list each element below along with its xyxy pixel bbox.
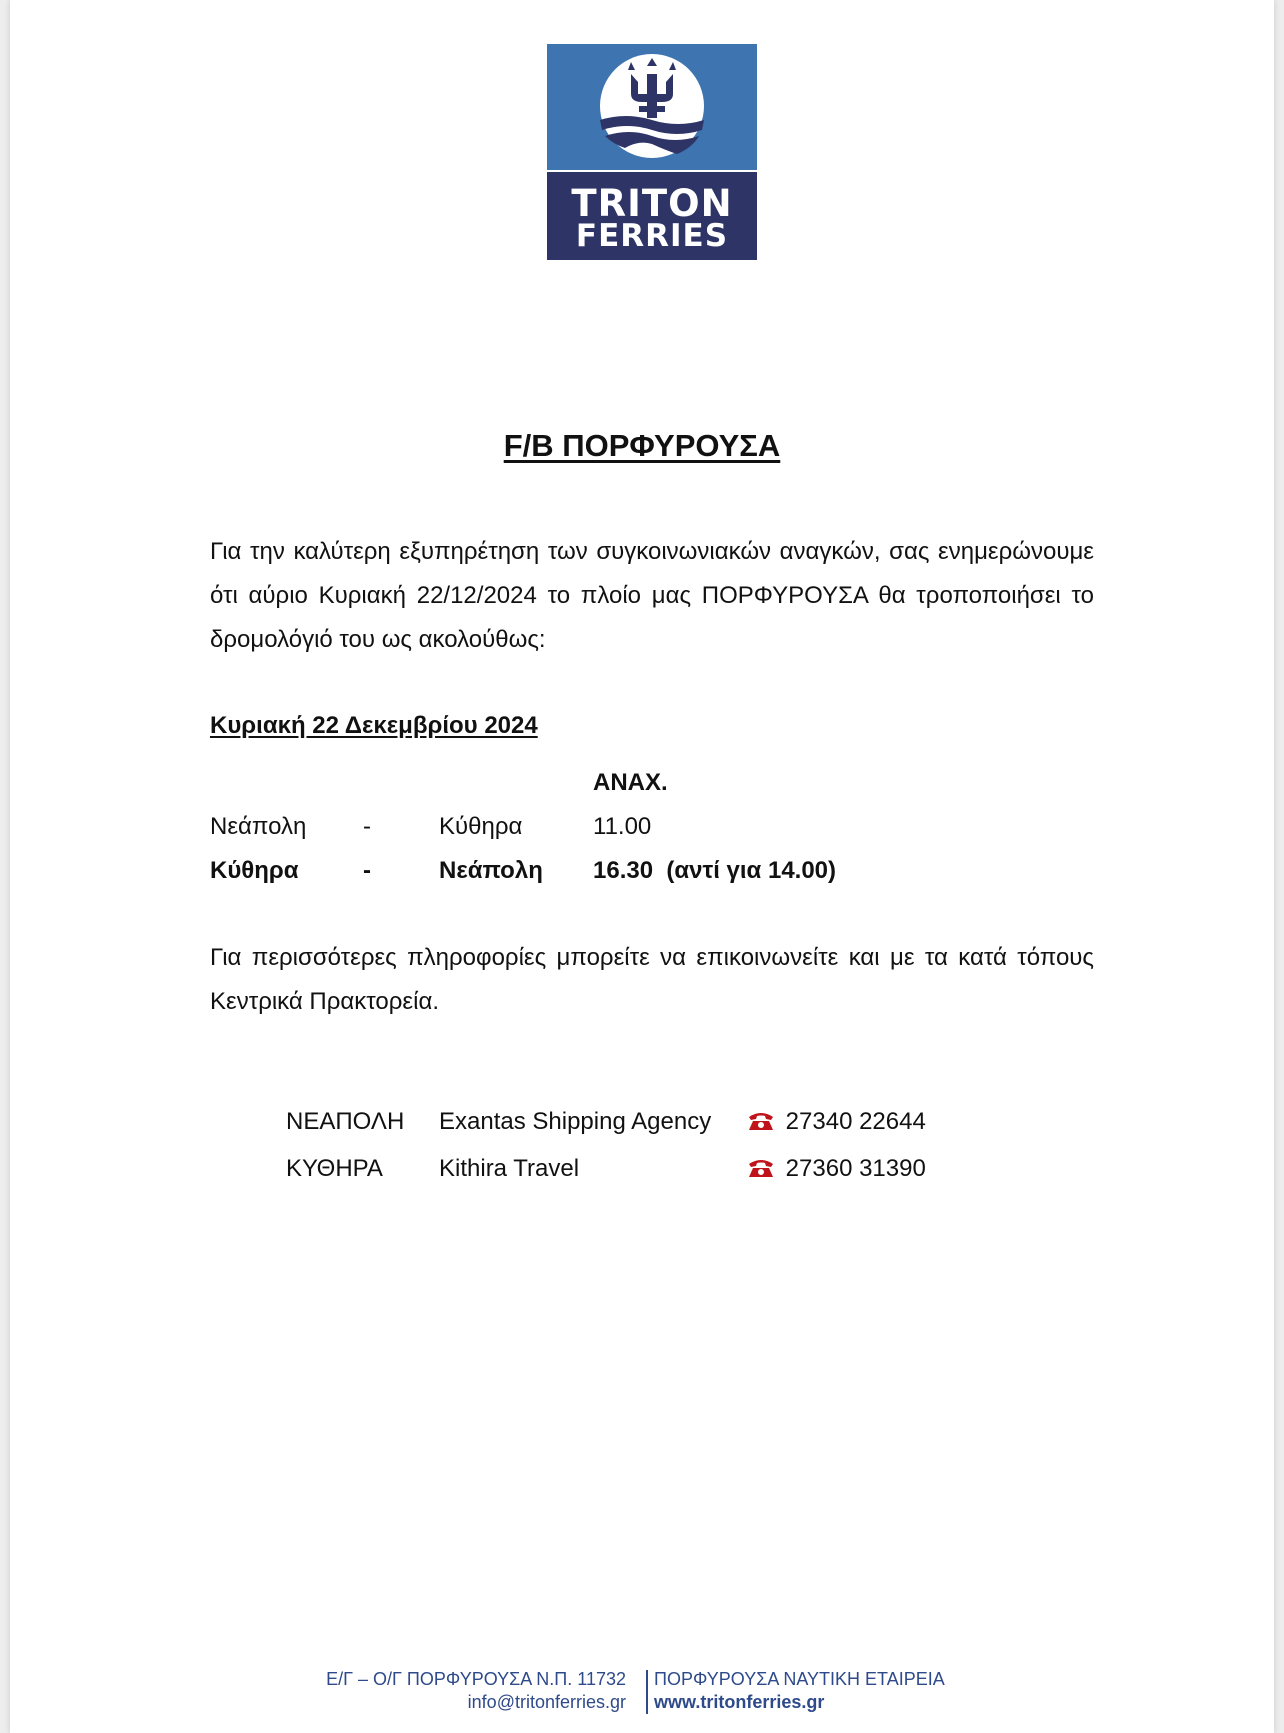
contact-paragraph: Για περισσότερες πληροφορίες μπορείτε να επικοινωνείτε και με τα κατά τόπους Κεντρικά Πρακτορεία. <box>210 944 1094 1015</box>
triton-ferries-logo <box>547 44 757 260</box>
departure-column-header: ΑΝΑΧ. <box>593 769 668 796</box>
footer-website-link[interactable]: www.tritonferries.gr <box>654 1692 825 1712</box>
footer-vessel-registration: Ε/Γ – Ο/Γ ΠΟΡΦΥΡΟΥΣΑ Ν.Π. 11732 <box>326 1669 626 1689</box>
trident-emblem-icon <box>547 44 757 170</box>
telephone-icon <box>747 1110 775 1132</box>
agency-phone <box>747 1108 926 1136</box>
schedule-date-heading: Κυριακή 22 Δεκεμβρίου 2024 <box>210 712 538 739</box>
document-page <box>10 0 1274 1733</box>
route-from: Νεάπολη <box>210 813 307 840</box>
route-separator: - <box>363 813 371 840</box>
logo-emblem-panel <box>547 44 757 170</box>
logo-wordmark-line2: FERRIES <box>575 218 729 254</box>
footer-right <box>654 1668 945 1714</box>
agency-phone <box>747 1155 926 1183</box>
agency-name: Exantas Shipping Agency <box>439 1108 712 1135</box>
route-separator: - <box>363 857 371 884</box>
footer-left <box>326 1668 626 1714</box>
intro-paragraph: Για την καλύτερη εξυπηρέτηση των συγκοινωνιακών αναγκών, σας ενημερώνουμε ότι αύριο Κυριακή 22/12/2024 το πλοίο μας ΠΟΡΦΥΡΟΥΣΑ θα τροποποιήσει το δρομολόγιό του ως ακολούθως: <box>210 538 1094 653</box>
route-to: Κύθηρα <box>439 813 523 840</box>
agency-location: ΝΕΑΠΟΛΗ <box>286 1108 405 1135</box>
departure-time: 16.30 (αντί για 14.00) <box>593 857 837 884</box>
agency-phone-number: 27340 22644 <box>785 1108 926 1135</box>
footer-company-name: ΠΟΡΦΥΡΟΥΣΑ ΝΑΥΤΙΚΗ ΕΤΑΙΡΕΙΑ <box>654 1669 945 1689</box>
footer-email-link[interactable]: info@tritonferries.gr <box>467 1692 626 1712</box>
logo-wordmark-panel <box>547 172 757 260</box>
agency-name: Kithira Travel <box>439 1155 580 1182</box>
footer-divider <box>646 1670 648 1714</box>
agency-phone-number: 27360 31390 <box>785 1155 926 1182</box>
route-to: Νεάπολη <box>439 857 543 884</box>
page-title: F/B ΠΟΡΦΥΡΟΥΣΑ <box>503 428 781 463</box>
logo-wordmark-line1: TRITON <box>571 182 733 225</box>
departure-time: 11.00 <box>593 813 652 840</box>
route-from: Κύθηρα <box>210 857 299 884</box>
agency-location: ΚΥΘΗΡΑ <box>286 1155 383 1182</box>
telephone-icon <box>747 1157 775 1179</box>
